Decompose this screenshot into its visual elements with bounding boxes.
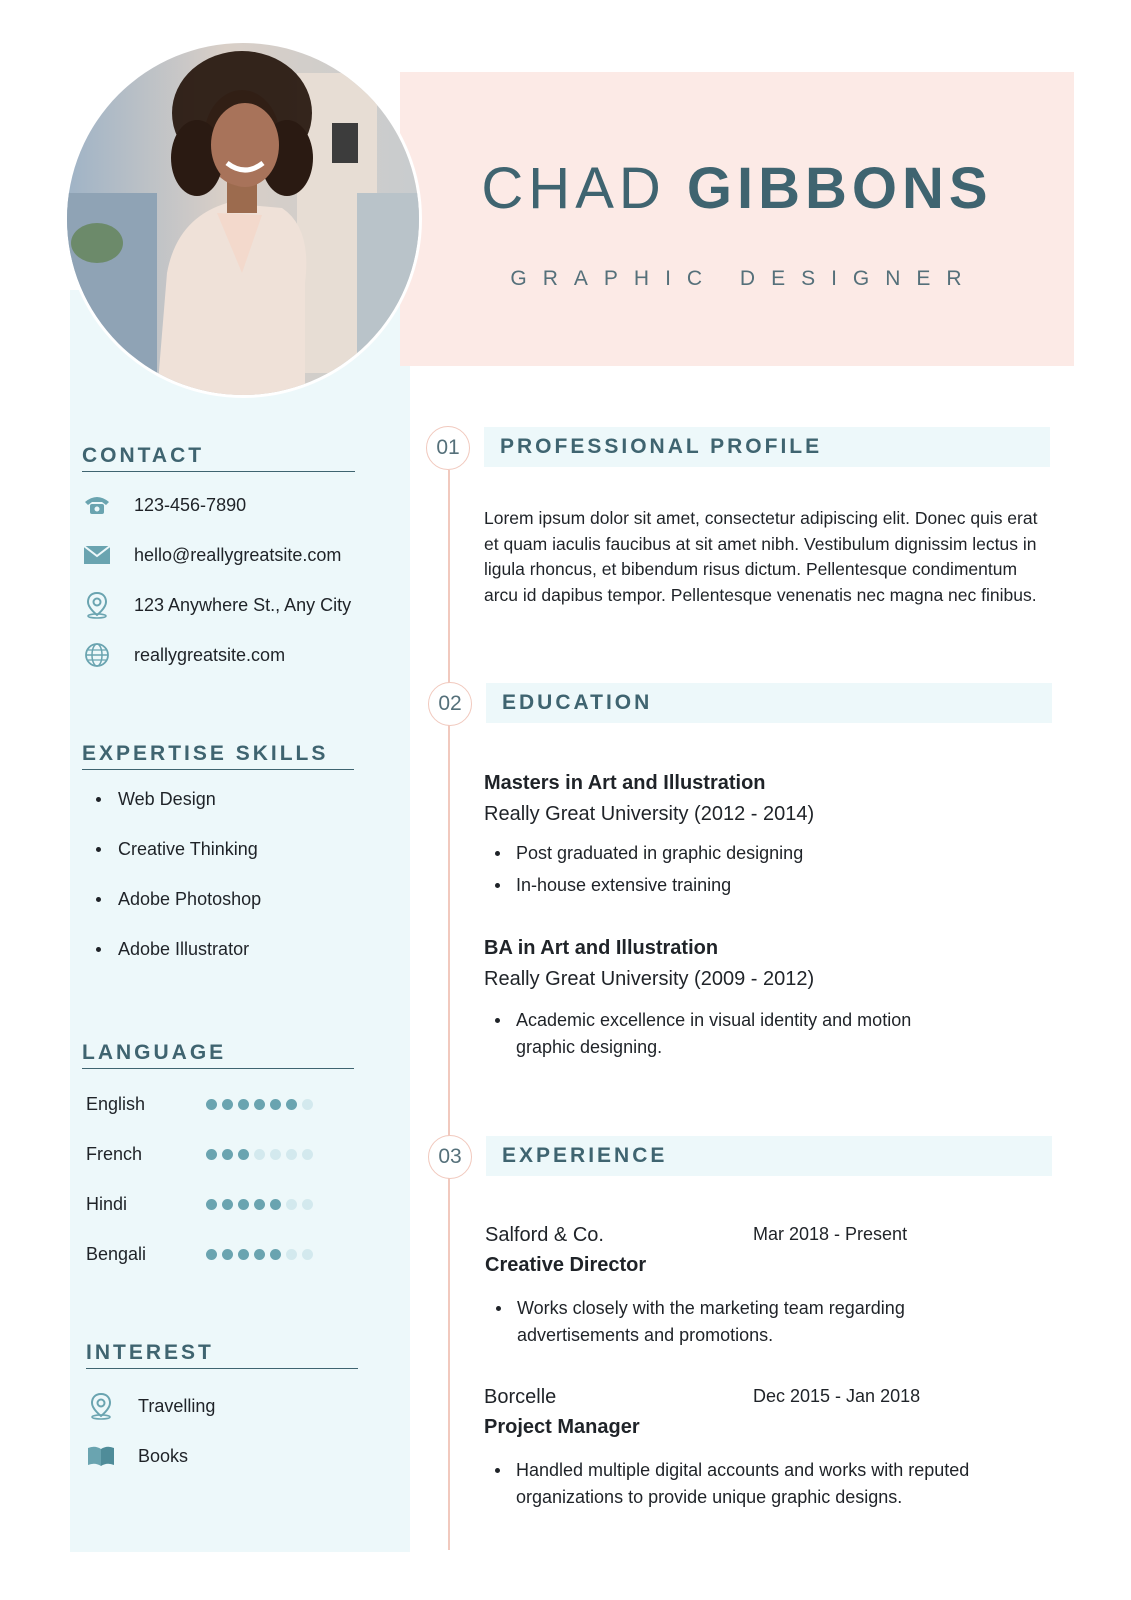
school-name: Really Great University (2012 - 2014) bbox=[484, 803, 815, 825]
company-name: Salford & Co. bbox=[485, 1224, 604, 1246]
level-dot-filled bbox=[222, 1199, 233, 1210]
education-bullets bbox=[484, 1007, 954, 1061]
contact-address-row bbox=[82, 580, 355, 630]
language-level-dots bbox=[206, 1199, 313, 1210]
candidate-name bbox=[400, 156, 1074, 221]
last-name: GIBBONS bbox=[686, 156, 993, 221]
bullet-item: Handled multiple digital accounts and works with reputed organizations to provide unique graphic designs. bbox=[484, 1457, 1024, 1511]
contact-phone-row bbox=[82, 480, 355, 530]
skill-item: Web Design bbox=[96, 788, 354, 838]
contact-website-row bbox=[82, 630, 355, 680]
profile-text: Lorem ipsum dolor sit amet, consectetur adipiscing elit. Donec quis erat et quam iaculis faucibus at sit amet nibh. Vestibulum dignissim lectus in ligula rhoncus, et bibendum risus dictum. Pellentesque condimentum arcu id dapibus tempor. Pellentesque venenatis nec magna nec finibus. bbox=[484, 508, 1038, 605]
envelope-icon bbox=[82, 541, 112, 569]
level-dot-empty bbox=[270, 1149, 281, 1160]
education-item bbox=[484, 937, 1044, 1061]
job-title: GRAPHIC DESIGNER bbox=[510, 267, 978, 290]
skill-item: Creative Thinking bbox=[96, 838, 354, 888]
section-number-02: 02 bbox=[428, 682, 472, 726]
profile-photo bbox=[64, 40, 422, 398]
interest-row bbox=[86, 1431, 358, 1481]
bullet-item: Academic excellence in visual identity and motion graphic designing. bbox=[484, 1007, 954, 1061]
interest-heading: INTEREST bbox=[86, 1341, 358, 1369]
job-role: Project Manager bbox=[484, 1416, 640, 1438]
language-row bbox=[86, 1179, 354, 1229]
language-level-dots bbox=[206, 1149, 313, 1160]
location-pin-icon bbox=[82, 591, 112, 619]
level-dot-filled bbox=[238, 1199, 249, 1210]
bullet-item: Works closely with the marketing team regarding advertisements and promotions. bbox=[485, 1295, 955, 1349]
interest-section bbox=[86, 1341, 358, 1481]
interest-label: Travelling bbox=[138, 1395, 216, 1416]
skills-heading: EXPERTISE SKILLS bbox=[82, 742, 354, 770]
company-name: Borcelle bbox=[484, 1386, 557, 1408]
level-dot-filled bbox=[254, 1199, 265, 1210]
experience-heading-bar bbox=[486, 1136, 1052, 1176]
interest-label: Books bbox=[138, 1445, 189, 1466]
job-role: Creative Director bbox=[485, 1254, 647, 1276]
level-dot-empty bbox=[286, 1199, 297, 1210]
experience-bullets bbox=[485, 1295, 955, 1349]
skills-list bbox=[96, 788, 354, 988]
section-number-03: 03 bbox=[428, 1135, 472, 1179]
contact-email-row bbox=[82, 530, 355, 580]
level-dot-empty bbox=[286, 1249, 297, 1260]
level-dot-filled bbox=[206, 1099, 217, 1110]
employment-dates: Mar 2018 - Present bbox=[753, 1224, 908, 1244]
experience-bullets bbox=[484, 1457, 1024, 1511]
address-text: 123 Anywhere St., Any City bbox=[134, 594, 352, 615]
level-dot-empty bbox=[302, 1099, 313, 1110]
section-number-01: 01 bbox=[426, 426, 470, 470]
language-level-dots bbox=[206, 1249, 313, 1260]
first-name: CHAD bbox=[481, 156, 666, 221]
experience-heading: EXPERIENCE bbox=[502, 1144, 668, 1167]
level-dot-filled bbox=[206, 1149, 217, 1160]
level-dot-filled bbox=[270, 1249, 281, 1260]
language-row bbox=[86, 1129, 354, 1179]
level-dot-empty bbox=[302, 1149, 313, 1160]
bullet-item: Post graduated in graphic designing bbox=[484, 840, 1044, 867]
employment-dates: Dec 2015 - Jan 2018 bbox=[753, 1386, 921, 1406]
level-dot-filled bbox=[286, 1099, 297, 1110]
book-icon bbox=[86, 1442, 116, 1470]
experience-item bbox=[485, 1224, 1045, 1349]
language-row bbox=[86, 1229, 354, 1279]
email-link[interactable]: hello@reallygreatsite.com bbox=[134, 544, 342, 565]
language-row bbox=[86, 1079, 354, 1129]
language-name: Hindi bbox=[86, 1193, 128, 1214]
phone-icon bbox=[82, 491, 112, 519]
website-link[interactable]: reallygreatsite.com bbox=[134, 644, 286, 665]
level-dot-filled bbox=[222, 1099, 233, 1110]
globe-icon bbox=[82, 641, 112, 669]
level-dot-filled bbox=[206, 1199, 217, 1210]
level-dot-filled bbox=[270, 1099, 281, 1110]
education-item bbox=[484, 772, 1044, 899]
language-section bbox=[82, 1041, 354, 1279]
contact-section bbox=[82, 444, 355, 680]
level-dot-filled bbox=[222, 1249, 233, 1260]
contact-heading: CONTACT bbox=[82, 444, 355, 472]
timeline-line bbox=[448, 470, 450, 1550]
location-pin-icon bbox=[86, 1392, 116, 1420]
language-name: Bengali bbox=[86, 1243, 147, 1264]
skills-section bbox=[82, 742, 354, 988]
level-dot-empty bbox=[302, 1199, 313, 1210]
degree-title: BA in Art and Illustration bbox=[484, 937, 719, 959]
skill-item: Adobe Photoshop bbox=[96, 888, 354, 938]
education-heading-bar bbox=[486, 683, 1052, 723]
level-dot-filled bbox=[238, 1249, 249, 1260]
degree-title: Masters in Art and Illustration bbox=[484, 772, 766, 794]
experience-item bbox=[484, 1386, 1044, 1511]
language-level-dots bbox=[206, 1099, 313, 1110]
level-dot-filled bbox=[254, 1249, 265, 1260]
education-heading: EDUCATION bbox=[502, 691, 653, 714]
profile-heading: PROFESSIONAL PROFILE bbox=[500, 435, 823, 458]
bullet-item: In-house extensive training bbox=[484, 872, 1044, 899]
level-dot-empty bbox=[286, 1149, 297, 1160]
level-dot-empty bbox=[254, 1149, 265, 1160]
level-dot-filled bbox=[238, 1099, 249, 1110]
interest-row bbox=[86, 1381, 358, 1431]
level-dot-filled bbox=[238, 1149, 249, 1160]
education-bullets bbox=[484, 840, 1044, 899]
level-dot-filled bbox=[254, 1099, 265, 1110]
language-name: French bbox=[86, 1143, 143, 1164]
profile-heading-bar bbox=[484, 427, 1050, 467]
language-list bbox=[86, 1079, 354, 1279]
school-name: Really Great University (2009 - 2012) bbox=[484, 968, 815, 990]
level-dot-filled bbox=[206, 1249, 217, 1260]
language-name: English bbox=[86, 1093, 146, 1114]
level-dot-empty bbox=[302, 1249, 313, 1260]
level-dot-filled bbox=[222, 1149, 233, 1160]
skill-item: Adobe Illustrator bbox=[96, 938, 354, 988]
phone-link[interactable]: 123-456-7890 bbox=[134, 494, 247, 515]
language-heading: LANGUAGE bbox=[82, 1041, 354, 1069]
level-dot-filled bbox=[270, 1199, 281, 1210]
